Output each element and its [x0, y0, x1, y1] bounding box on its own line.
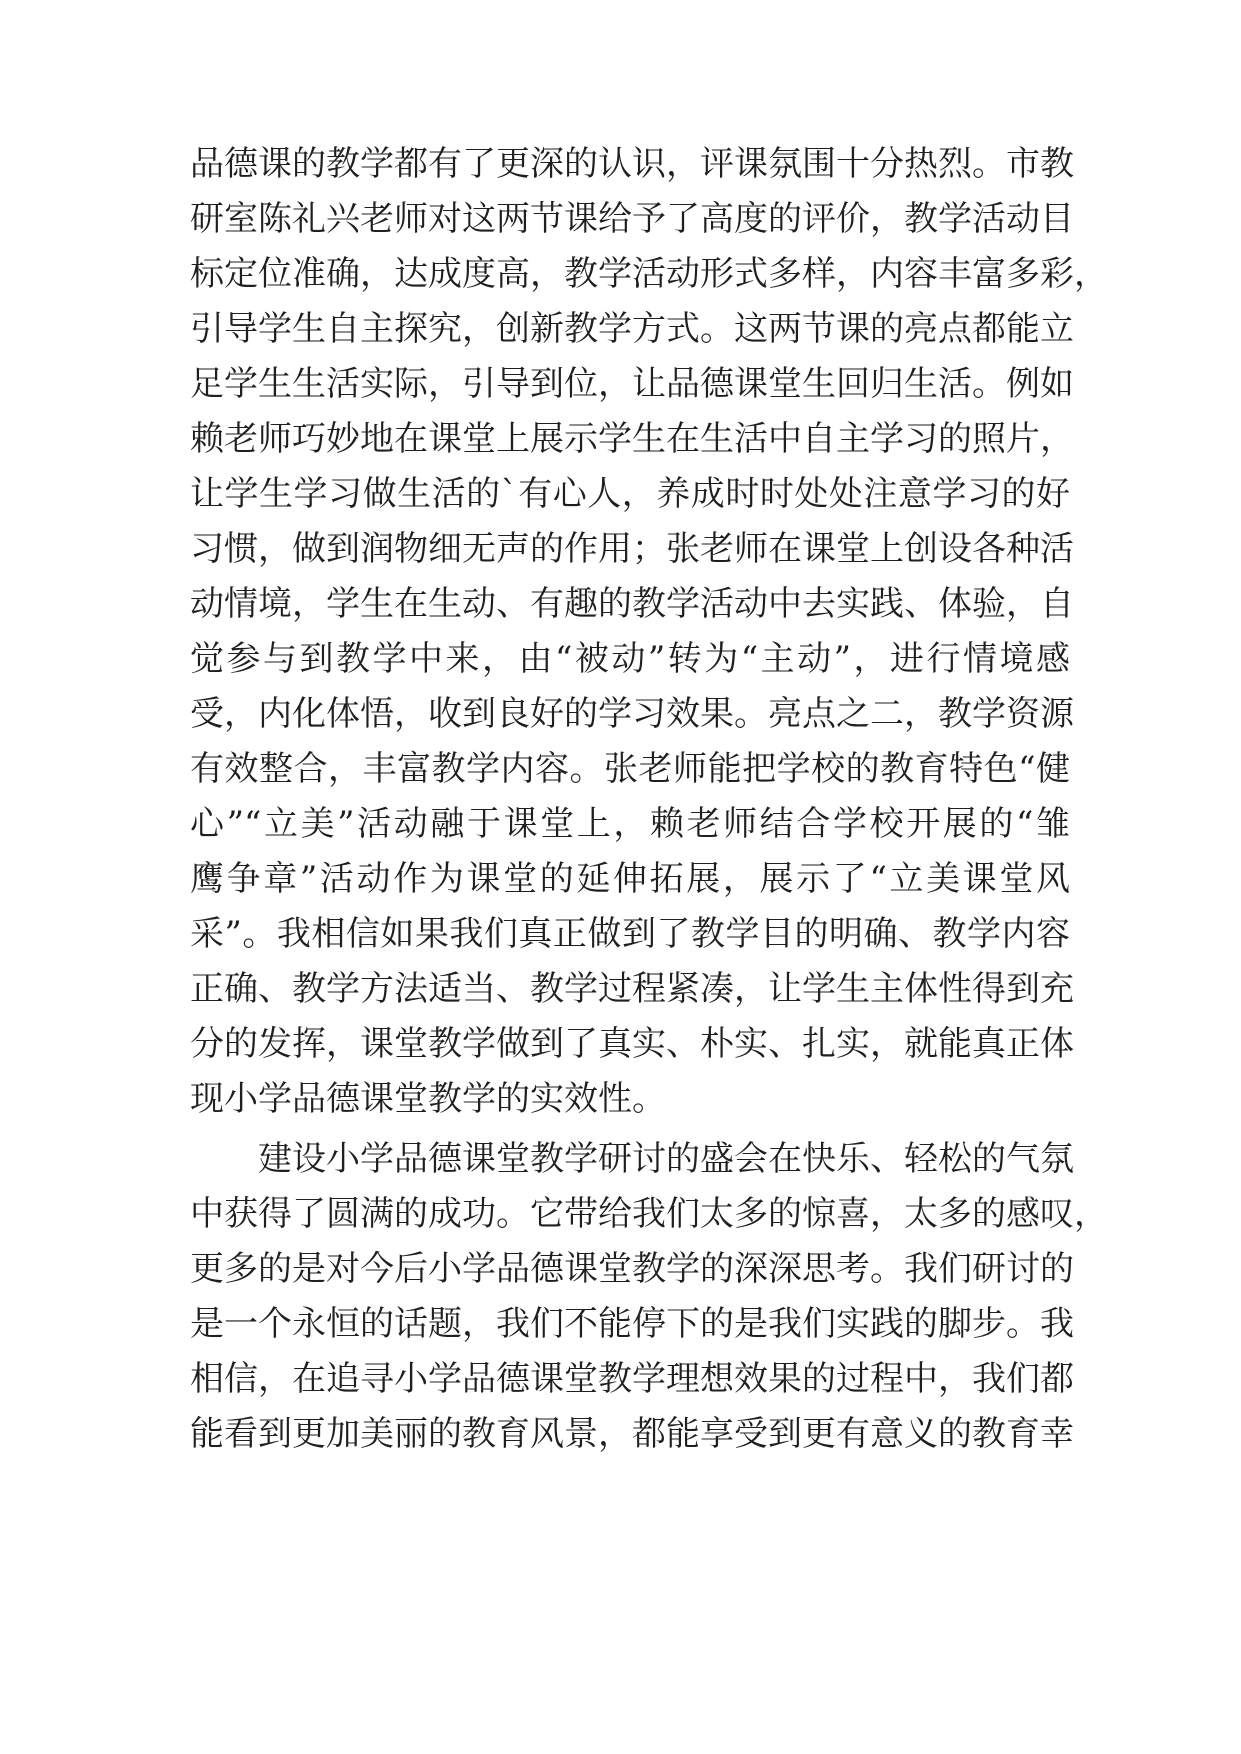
paragraph-1-line-1: 品德课的教学都有了更深的认识，评课氛围十分热烈。市教	[190, 144, 1074, 184]
paragraph-1-line-18: 现小学品德课堂教学的实效性。	[190, 1079, 666, 1119]
paragraph-1-line-16: 正确、教学方法适当、教学过程紧凑，让学生主体性得到充	[190, 969, 1074, 1009]
paragraph-2-line-1: 建设小学品德课堂教学研讨的盛会在快乐、轻松的气氛	[258, 1139, 1074, 1179]
paragraph-2-line-2: 中获得了圆满的成功。它带给我们太多的惊喜，太多的感叹，	[190, 1194, 1108, 1234]
paragraph-2-line-4: 是一个永恒的话题，我们不能停下的是我们实践的脚步。我	[190, 1304, 1074, 1344]
paragraph-1-line-6: 赖老师巧妙地在课堂上展示学生在生活中自主学习的照片，	[190, 419, 1074, 459]
paragraph-1-line-15: 采”。我相信如果我们真正做到了教学目的明确、教学内容	[190, 914, 1070, 954]
paragraph-1-line-3: 标定位准确，达成度高，教学活动形式多样，内容丰富多彩，	[190, 254, 1108, 294]
paragraph-1-line-10: 觉参与到教学中来，由“被动”转为“主动”，进行情境感	[190, 639, 1070, 679]
paragraph-1-line-4: 引导学生自主探究，创新教学方式。这两节课的亮点都能立	[190, 309, 1074, 349]
paragraph-1-line-12: 有效整合，丰富教学内容。张老师能把学校的教育特色“健	[190, 749, 1070, 789]
paragraph-1-line-9: 动情境，学生在生动、有趣的教学活动中去实践、体验，自	[190, 584, 1074, 624]
paragraph-1-line-11: 受，内化体悟，收到良好的学习效果。亮点之二，教学资源	[190, 694, 1074, 734]
paragraph-1-line-8: 习惯，做到润物细无声的作用；张老师在课堂上创设各种活	[190, 529, 1074, 569]
paragraph-1-line-7: 让学生学习做生活的`有心人，养成时时处处注意学习的好	[190, 474, 1070, 514]
paragraph-1-line-2: 研室陈礼兴老师对这两节课给予了高度的评价，教学活动目	[190, 199, 1074, 239]
paragraph-2-line-3: 更多的是对今后小学品德课堂教学的深深思考。我们研讨的	[190, 1249, 1074, 1289]
paragraph-1-line-13: 心”“立美”活动融于课堂上，赖老师结合学校开展的“雏	[190, 804, 1070, 844]
paragraph-2-line-6: 能看到更加美丽的教育风景，都能享受到更有意义的教育幸	[190, 1414, 1074, 1454]
paragraph-2-line-5: 相信，在追寻小学品德课堂教学理想效果的过程中，我们都	[190, 1359, 1074, 1399]
paragraph-1-line-14: 鹰争章”活动作为课堂的延伸拓展，展示了“立美课堂风	[190, 859, 1070, 899]
paragraph-1-line-5: 足学生生活实际，引导到位，让品德课堂生回归生活。例如	[190, 364, 1074, 404]
paragraph-1-line-17: 分的发挥，课堂教学做到了真实、朴实、扎实，就能真正体	[190, 1024, 1074, 1064]
